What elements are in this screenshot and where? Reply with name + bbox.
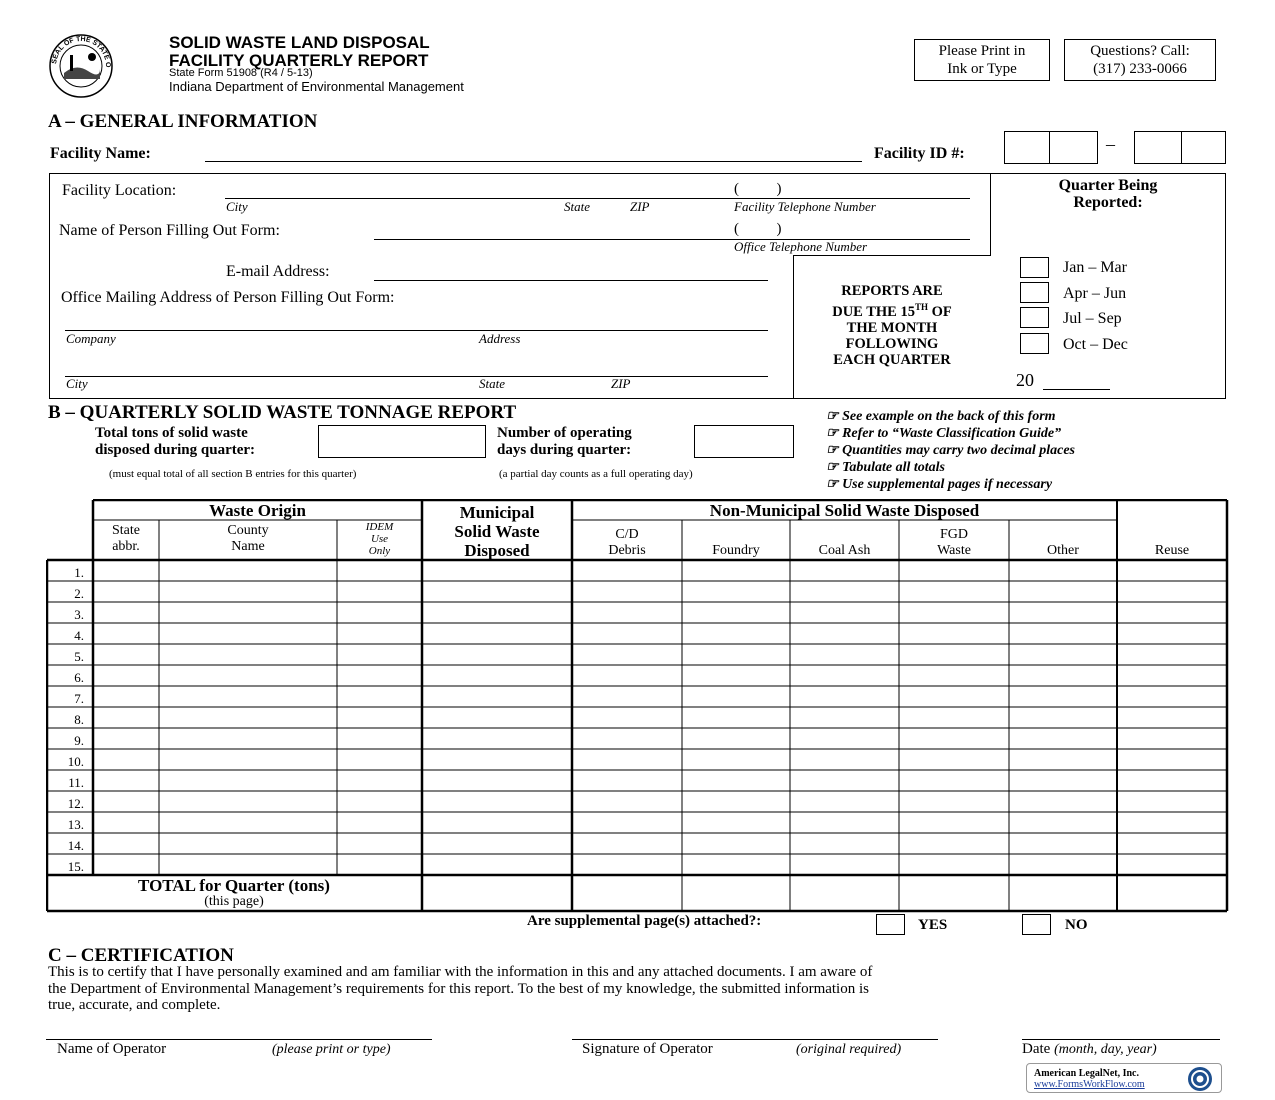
cd-debris-header xyxy=(572,527,682,559)
pointing-hand-icon: ☞ xyxy=(826,460,839,475)
year-field[interactable] xyxy=(1043,389,1110,390)
supplemental-yes-label: YES xyxy=(918,917,948,933)
table-grid xyxy=(46,499,1229,913)
note-item xyxy=(826,425,1075,442)
waste-origin-header: Waste Origin xyxy=(209,501,306,520)
operating-days-note: (a partial day counts as a full operating day) xyxy=(499,468,693,480)
pointing-hand-icon: ☞ xyxy=(826,443,839,458)
facility-id-box-1[interactable] xyxy=(1004,131,1050,164)
note-text: Tabulate all totals xyxy=(842,460,946,475)
year-prefix: 20 xyxy=(1016,370,1034,390)
reports-due-line2-end: OF xyxy=(927,303,952,320)
reports-due-line4: FOLLOWING xyxy=(845,335,939,352)
facility-id-box-2[interactable] xyxy=(1049,131,1098,164)
email-field[interactable] xyxy=(374,280,768,281)
row-number: 13. xyxy=(67,817,84,832)
row-number: 8. xyxy=(74,712,84,727)
print-note-box xyxy=(914,39,1050,81)
supplemental-question: Are supplemental page(s) attached?: xyxy=(527,913,762,929)
total-tons-line1: Total tons of solid waste xyxy=(95,425,248,441)
note-item xyxy=(826,476,1075,493)
publisher-website[interactable]: www.FormsWorkFlow.com xyxy=(1034,1079,1145,1090)
reports-due-line2-text: DUE THE 15 xyxy=(832,303,915,320)
address-label: Address xyxy=(479,331,521,346)
idem-line3: Only xyxy=(368,545,391,557)
county-line2: Name xyxy=(231,539,265,554)
cd-line1: C/D xyxy=(615,527,639,542)
quarter-panel-divider xyxy=(990,173,991,255)
total-tons-input[interactable] xyxy=(318,425,486,458)
reports-due-line2 xyxy=(797,299,987,320)
row-number: 15. xyxy=(67,859,84,874)
msw-header xyxy=(422,503,572,560)
reports-panel-divider xyxy=(793,255,794,399)
note-text: Quantities may carry two decimal places xyxy=(842,443,1075,458)
total-tons-label xyxy=(95,425,255,459)
row-number: 1. xyxy=(74,565,84,580)
pointing-hand-icon: ☞ xyxy=(826,409,839,424)
date-label-wrap xyxy=(1022,1041,1157,1058)
other-header: Other xyxy=(1047,543,1079,558)
operator-signature-field[interactable] xyxy=(572,1039,938,1040)
row-number: 12. xyxy=(67,796,84,811)
operator-name-label: Name of Operator xyxy=(57,1041,167,1057)
state-label: State xyxy=(564,199,590,214)
supplemental-no-label: NO xyxy=(1065,917,1088,933)
reports-due-line5: EACH QUARTER xyxy=(833,351,951,368)
office-phone-label: Office Telephone Number xyxy=(734,239,868,254)
quarter-heading-line1: Quarter Being xyxy=(1058,177,1158,194)
state-abbr-line1: State xyxy=(112,523,140,538)
idem-line1: IDEM xyxy=(365,521,394,533)
total-tons-line2: disposed during quarter: xyxy=(95,442,256,458)
supplemental-yes-checkbox[interactable] xyxy=(876,914,905,935)
msw-line3: Disposed xyxy=(464,541,530,560)
row-number: 14. xyxy=(67,838,84,853)
note-item xyxy=(826,442,1075,459)
city-label: City xyxy=(226,199,248,214)
facility-name-label: Facility Name: xyxy=(50,145,151,162)
facility-id-box-3[interactable] xyxy=(1134,131,1182,164)
quarter-label-apr-jun: Apr – Jun xyxy=(1063,285,1127,302)
state-abbr-line2: abbr. xyxy=(112,539,140,554)
row-number: 3. xyxy=(74,607,84,622)
reports-due-line3: THE MONTH xyxy=(846,319,938,336)
print-note-line1: Please Print in xyxy=(938,43,1026,59)
operating-days-line2: days during quarter: xyxy=(497,442,632,458)
facility-id-dash: – xyxy=(1106,134,1115,154)
mailing-city-label: City xyxy=(66,376,88,391)
reuse-header: Reuse xyxy=(1154,543,1190,558)
facility-location-label: Facility Location: xyxy=(62,182,177,199)
state-seal xyxy=(46,33,116,99)
note-text: Use supplemental pages if necessary xyxy=(842,477,1053,492)
mailing-state-label: State xyxy=(479,376,505,391)
total-row-label: TOTAL for Quarter (tons) xyxy=(138,876,330,895)
date-label: Date xyxy=(1022,1041,1051,1057)
quarter-label-oct-dec: Oct – Dec xyxy=(1063,336,1128,353)
certification-line1: This is to certify that I have personally examined and am familiar with the information in this and any attached documents. I am aware of xyxy=(48,964,873,980)
certification-line3: true, accurate, and complete. xyxy=(48,997,221,1013)
quarter-checkbox-oct-dec[interactable] xyxy=(1020,333,1049,354)
questions-phone: (317) 233-0066 xyxy=(1093,61,1187,77)
fgd-line1: FGD xyxy=(939,527,968,542)
foundry-header: Foundry xyxy=(712,543,760,558)
row-number: 10. xyxy=(67,754,84,769)
pointing-hand-icon: ☞ xyxy=(826,426,839,441)
quarter-checkbox-jul-sep[interactable] xyxy=(1020,307,1049,328)
row-number: 11. xyxy=(68,775,84,790)
quarter-checkbox-jan-mar[interactable] xyxy=(1020,257,1049,278)
reports-due-line1: REPORTS ARE xyxy=(841,283,943,299)
print-note-line2: Ink or Type xyxy=(947,61,1017,77)
section-b-notes xyxy=(826,408,1075,493)
company-address-field[interactable] xyxy=(65,330,768,331)
publisher-badge xyxy=(1026,1063,1222,1093)
agency-name: Indiana Department of Environmental Management xyxy=(169,79,464,94)
idem-line2: Use xyxy=(370,533,389,545)
note-text: Refer to “Waste Classification Guide” xyxy=(842,426,1062,441)
tonnage-table xyxy=(46,499,1229,913)
row-number: 9. xyxy=(74,733,84,748)
seal-text: SEAL OF THE STATE O xyxy=(51,35,112,68)
person-name-label: Name of Person Filling Out Form: xyxy=(59,222,280,239)
form-title-line1: SOLID WASTE LAND DISPOSAL xyxy=(169,33,430,52)
questions-line1: Questions? Call: xyxy=(1090,43,1190,59)
operating-days-line1: Number of operating xyxy=(497,425,632,441)
row-number: 4. xyxy=(74,628,84,643)
quarter-label-jul-sep: Jul – Sep xyxy=(1063,310,1122,327)
section-b-heading: B – QUARTERLY SOLID WASTE TONNAGE REPORT xyxy=(48,402,517,423)
facility-name-field[interactable] xyxy=(205,161,862,162)
certification-line2: the Department of Environmental Management’s requirements for this report. To the best of my knowledge, the submitted information is xyxy=(48,980,869,997)
fgd-waste-header xyxy=(899,527,1009,559)
reports-due-sup: TH xyxy=(914,302,928,312)
date-hint: (month, day, year) xyxy=(1054,1042,1157,1057)
mailing-address-label: Office Mailing Address of Person Filling Out Form: xyxy=(61,289,395,306)
mailing-zip-label: ZIP xyxy=(611,376,631,391)
office-phone-parens: ( ) xyxy=(734,221,782,237)
company-label: Company xyxy=(66,331,116,346)
row-number: 6. xyxy=(74,670,84,685)
operator-name-hint: (please print or type) xyxy=(272,1042,391,1057)
total-tons-note: (must equal total of all section B entries for this quarter) xyxy=(109,468,357,480)
operating-days-input[interactable] xyxy=(694,425,794,458)
facility-phone-label: Facility Telephone Number xyxy=(734,199,876,214)
operating-days-label xyxy=(497,425,632,459)
pointing-hand-icon: ☞ xyxy=(826,477,839,492)
section-c-heading: C – CERTIFICATION xyxy=(48,945,234,966)
facility-phone-parens: ( ) xyxy=(734,181,782,197)
note-item xyxy=(826,408,1075,425)
cd-line2: Debris xyxy=(608,543,646,558)
county-line1: County xyxy=(227,523,269,538)
operator-name-field[interactable] xyxy=(46,1039,432,1040)
note-item xyxy=(826,459,1075,476)
supplemental-no-checkbox[interactable] xyxy=(1022,914,1051,935)
quarter-checkbox-apr-jun[interactable] xyxy=(1020,282,1049,303)
reports-due-notice xyxy=(797,283,987,368)
form-title-line2: FACILITY QUARTERLY REPORT xyxy=(169,51,429,70)
facility-id-box-4[interactable] xyxy=(1181,131,1226,164)
quarter-heading-line2: Reported: xyxy=(1073,194,1143,211)
fgd-line2: Waste xyxy=(937,543,971,558)
note-text: See example on the back of this form xyxy=(842,409,1056,424)
non-msw-header: Non-Municipal Solid Waste Disposed xyxy=(709,501,980,520)
certification-text xyxy=(48,964,1228,1014)
operator-signature-label: Signature of Operator xyxy=(582,1041,713,1057)
section-a-heading: A – GENERAL INFORMATION xyxy=(48,111,318,132)
county-header xyxy=(159,523,337,555)
row-number: 5. xyxy=(74,649,84,664)
form-number: State Form 51908 (R4 / 5-13) xyxy=(169,67,313,79)
facility-id-label: Facility ID #: xyxy=(874,145,965,162)
row-number: 2. xyxy=(74,586,84,601)
total-row-sublabel: (this page) xyxy=(204,894,264,909)
operator-signature-hint: (original required) xyxy=(796,1042,902,1057)
quarter-panel-step xyxy=(793,255,991,256)
date-field[interactable] xyxy=(1022,1039,1220,1040)
zip-label: ZIP xyxy=(630,199,650,214)
publisher-name: American LegalNet, Inc. xyxy=(1034,1068,1139,1079)
publisher-logo-icon xyxy=(1187,1066,1213,1092)
quarter-heading xyxy=(1010,177,1206,211)
coal-ash-header: Coal Ash xyxy=(818,543,871,558)
msw-line2: Solid Waste xyxy=(454,522,540,541)
state-abbr-header xyxy=(93,523,159,555)
row-number: 7. xyxy=(74,691,84,706)
quarter-label-jan-mar: Jan – Mar xyxy=(1063,259,1127,276)
idem-header xyxy=(337,521,422,557)
msw-line1: Municipal xyxy=(459,503,535,522)
questions-box xyxy=(1064,39,1216,81)
person-name-field[interactable] xyxy=(374,239,970,240)
city-state-zip-field[interactable] xyxy=(65,376,768,377)
email-label: E-mail Address: xyxy=(226,263,330,280)
